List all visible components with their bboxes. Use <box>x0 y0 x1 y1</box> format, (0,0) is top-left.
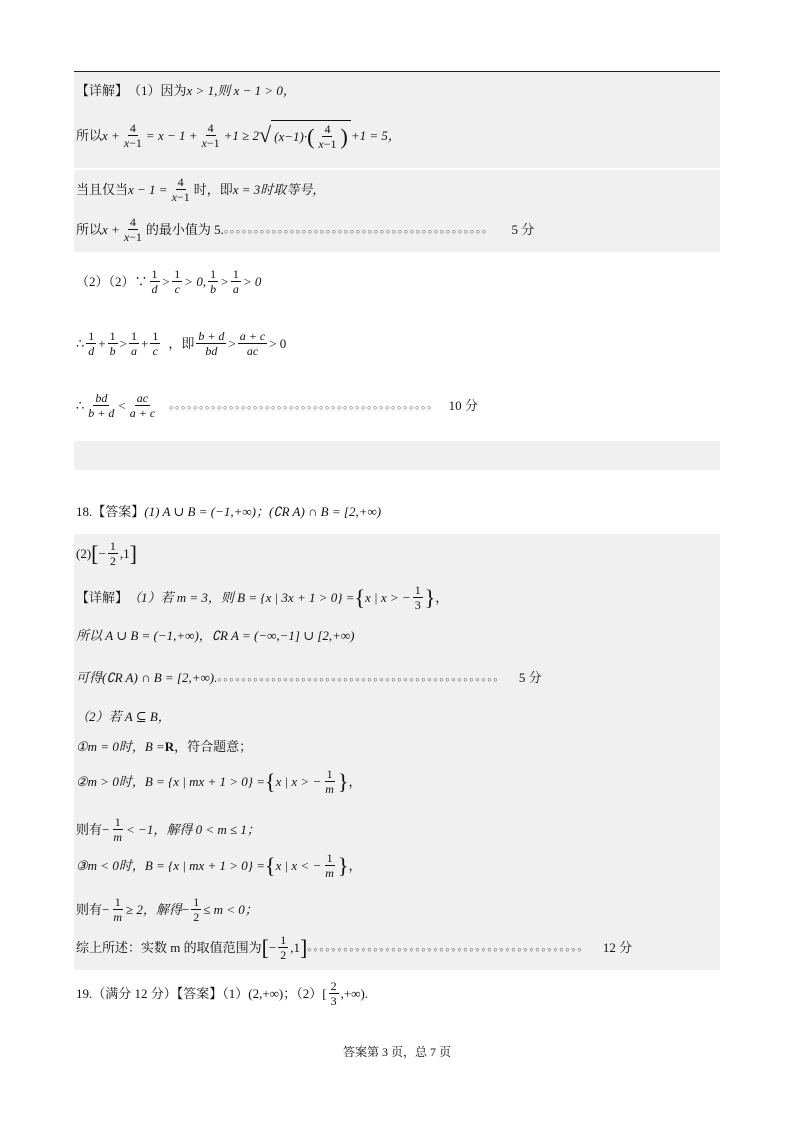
page-footer: 答案第 3 页，总 7 页 <box>342 1045 451 1059</box>
part2-ineq: > 0, <box>184 274 207 289</box>
q18-case1: ①m = 0时，B = <box>76 739 165 754</box>
q17-therefore-line-2: ∴ $\frac{bd}{b + d}$ < $\frac{ac}{a + c}$ 。。。。。。。。。。。。。。。。。。。。。。。。。。。。。。。。。。。。。。。。。。。。 10 分 <box>76 391 478 420</box>
q18-score-12: 12 分 <box>602 940 633 955</box>
q18-case1-R: R <box>164 739 175 754</box>
q18-case3-then: 则有 <box>76 902 103 917</box>
q18-detail-line: 【详解】 （1）若 m = 3，则 B = {x | 3x + 1 > 0} = { x | x > − $\frac{1}{3}$ } ， <box>76 583 449 612</box>
q18-can-get-line: 可得(∁R A) ∩ B = [2,+∞). 。。。。。。。。。。。。。。。。。。。。。。。。。。。。。。。。。。。。。。。。。。。。。。。 5 分 <box>76 670 542 685</box>
q19-line: 19.（满分 12 分）【答案】（1）(2,+∞)；（2）[ $\frac{2}{3}$ ,+∞). <box>76 979 369 1008</box>
q17-amgm-line: 所以 x + $\frac{4}{x-1}$ = x − 1 + $\frac{4}{x-1}$ +1 ≥ 2 √ (x−1)· ( $\frac{4}{x-1}$ ) +1 = 5， <box>76 120 401 151</box>
score-10: 10 分 <box>448 398 478 413</box>
q18-part2-prefix: (2) <box>76 546 92 561</box>
q18-part2-answer: (2) [ − $\frac{1}{2}$ ,1 ] <box>76 539 137 568</box>
q18-summary: 综上所述：实数 m 的取值范围为 <box>76 940 262 955</box>
q18-case2-line: ②m > 0时，B = {x | mx + 1 > 0} = { x | x > − $\frac{1}{m}$ } ， <box>76 767 362 796</box>
frac-4-over-x-1: $\frac{4}{x-1}$ <box>123 120 142 150</box>
eq-prefix: 当且仅当 <box>76 182 129 197</box>
q18-case3-then-mid: ≥ 2，解得 <box>126 902 182 917</box>
amgm-tail: +1 = 5， <box>350 127 401 143</box>
q19-tail: ,+∞). <box>340 986 369 1001</box>
q18-so: 所以 A ∪ B = (−1,+∞)，∁R A = (−∞,−1] ∪ [2,+∞) <box>76 628 355 643</box>
ji-text: ，即 <box>168 336 195 351</box>
part1-cond: x > 1,则 x − 1 > 0， <box>186 83 296 98</box>
q17-equality-line: 当且仅当 x − 1 = $\frac{4}{x-1}$ 时，即 x = 3时取等号， <box>76 175 326 204</box>
q18-so-line <box>76 629 355 642</box>
q18-case1-line <box>76 740 252 753</box>
q17-min-line: 所以 x + $\frac{4}{x-1}$ 的最小值为 5. 。。。。。。。。。。。。。。。。。。。。。。。。。。。。。。。。。。。。。。。。。。。。 5 分 <box>76 215 535 244</box>
q18-case3: ③m < 0时，B = {x | mx + 1 > 0} = <box>76 858 265 873</box>
q17-detail-line <box>76 84 296 97</box>
detail-label: 【详解】 <box>76 83 129 98</box>
therefore-2: ∴ <box>76 398 85 413</box>
q18-score-5: 5 分 <box>518 670 542 685</box>
shade-block-3 <box>74 441 720 470</box>
q18-can-get: 可得(∁R A) ∩ B = [2,+∞). <box>76 670 218 685</box>
q18-answer-text: (1) A ∪ B = (−1,+∞)；(∁R A) ∩ B = [2,+∞) <box>144 504 382 519</box>
min-prefix: 所以 <box>76 222 103 237</box>
q17-part2-line: （2）（2）∵ $\frac{1}{d}$ > $\frac{1}{c}$ > 0, $\frac{1}{b}$ > $\frac{1}{a}$ > 0 <box>76 267 262 296</box>
q18-case3-then-tail: ≤ m < 0； <box>203 902 258 917</box>
part2-lead: （2）（2）∵ <box>76 274 148 289</box>
eq-tail: x = 3时取等号， <box>232 182 326 197</box>
eq-mid: 时，即 <box>193 182 233 197</box>
q18-case2-then-tail: < −1，解得 0 < m ≤ 1； <box>126 822 260 837</box>
min-tail: 的最小值为 5. <box>145 222 224 237</box>
q18-case3-line: ③m < 0时，B = {x | mx + 1 > 0} = { x | x < − $\frac{1}{m}$ } ， <box>76 851 362 880</box>
q18-detail1: （1）若 m = 3，则 B = {x | 3x + 1 > 0} = <box>128 590 355 605</box>
q18-case3-then-line: 则有 − $\frac{1}{m}$ ≥ 2，解得 − $\frac{1}{2}$ ≤ m < 0； <box>76 895 258 924</box>
score-5: 5 分 <box>511 222 535 237</box>
part1-lead: （1）因为 <box>128 83 187 98</box>
q18-part2-lead: （2）若 A ⊆ B， <box>76 709 171 724</box>
q18-number: 18. <box>76 504 93 519</box>
q17-therefore-line-1: ∴ $\frac{1}{d}$ + $\frac{1}{b}$ > $\frac{1}{a}$ + $\frac{1}{c}$ ，即 $\frac{b + d}{bd}$ > $\frac{a + c}{ac}$ > 0 <box>76 329 287 358</box>
q18-case2-then: 则有 <box>76 822 103 837</box>
q18-case2-then-line: 则有 − $\frac{1}{m}$ < −1，解得 0 < m ≤ 1； <box>76 815 260 844</box>
q19-text: 19.（满分 12 分）【答案】（1）(2,+∞)；（2）[ <box>76 986 327 1001</box>
sqrt-expr: √ (x−1)· ( $\frac{4}{x-1}$ ) <box>259 120 351 150</box>
therefore-1: ∴ <box>76 336 85 351</box>
q18-case1-tail: ，符合题意； <box>174 739 253 754</box>
q18-detail-label: 【详解】 <box>76 590 129 605</box>
q18-summary-line: 综上所述：实数 m 的取值范围为 [ − $\frac{1}{2}$ ,1 ] 。。。。。。。。。。。。。。。。。。。。。。。。。。。。。。。。。。。。。。。。。。。。。。 12 分 <box>76 933 633 962</box>
q18-part2-lead-line <box>76 710 171 723</box>
so-prefix: 所以 <box>76 127 103 143</box>
q18-answer-label: 【答案】 <box>92 504 145 519</box>
q18-case2: ②m > 0时，B = {x | mx + 1 > 0} = <box>76 774 265 789</box>
q18-answer-line <box>76 505 381 518</box>
